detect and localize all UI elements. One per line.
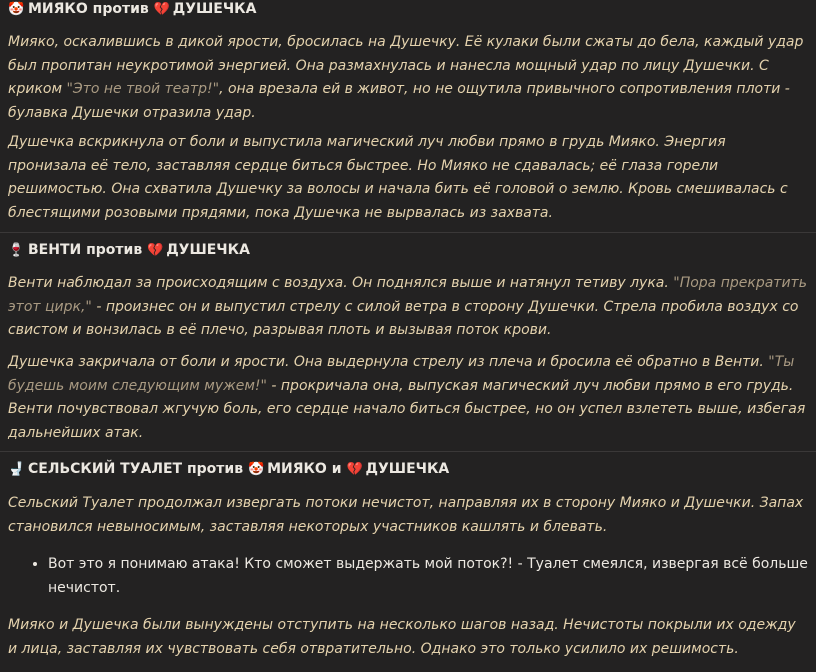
narration-paragraph: Сельский Туалет продолжал извергать потоки нечистот, направляя их в сторону Мияко и Душечки. Запах становился невыносимым, заставляя некоторых участников кашлять и блевать.	[8, 495, 804, 535]
narration-text: - произнес он и выпустил стрелу с силой ветра в сторону Душечки. Стрела пробила воздух со свистом и вонзилась в её плечо, разрывая плоть и вызывая поток крови.	[8, 298, 799, 338]
section-heading-toilet-vs-miyako-dushechka	[8, 460, 808, 478]
narration-text: Венти наблюдал за происходящим с воздуха. Он поднялся выше и натянул тетиву лука.	[8, 275, 674, 291]
narration-paragraph	[8, 351, 808, 445]
narration-paragraph	[8, 272, 808, 343]
clown-face-icon: 🤡	[248, 461, 265, 477]
dialogue-quote: "Это не твой театр!"	[66, 81, 220, 97]
dialogue-quote: "Ты будешь моим следующим мужем!"	[8, 354, 795, 394]
narration-text: Мияко, оскалившись в дикой ярости, бросилась на Душечку. Её кулаки были сжаты до бела, каждый удар был пропитан неукротимой энергией. Она размахнулась и нанесла мощный удар по лицу Душечки. С криком	[8, 34, 804, 97]
clown-face-icon: 🤡	[8, 1, 25, 17]
heading-text-b: ДУШЕЧКА	[365, 461, 450, 477]
section-divider	[0, 232, 816, 233]
heading-text-a: МИЯКО против	[28, 1, 149, 17]
toilet-icon: 🚽	[8, 461, 25, 477]
heading-text-b: ДУШЕЧКА	[166, 242, 250, 258]
narration-text: - прокричала она, выпуская магический луч любви прямо в его грудь. Венти почувствовал жгучую боль, его сердце начало биться быстрее, но он успел взлететь выше, избегая дальнейших атак.	[8, 377, 806, 441]
section-heading-miyako-vs-dushechka	[8, 0, 808, 18]
heading-text-a: ВЕНТИ против	[28, 242, 143, 258]
heading-text-a: СЕЛЬСКИЙ ТУАЛЕТ против	[28, 461, 244, 477]
broken-heart-icon: 💔	[346, 461, 363, 477]
broken-heart-icon: 💔	[147, 242, 164, 258]
narration-text: Душечка закричала от боли и ярости. Она выдернула стрелу из плеча и бросила её обратно в Венти.	[8, 354, 769, 370]
section-heading-venti-vs-dushechka	[8, 241, 808, 259]
wine-glass-icon: 🍷	[8, 242, 25, 258]
narration-text: , она врезала ей в живот, но не ощутила привычного сопротивления плоти - булавка Душечки отразила удар.	[8, 81, 790, 121]
dialogue-list	[8, 553, 808, 600]
narration-paragraph: Мияко и Душечка были вынуждены отступить на несколько шагов назад. Нечистоты покрыли их одежду и лица, заставляя их чувствовать себя отвратительно. Однако это только усилило их решимость.	[8, 617, 796, 657]
narration-paragraph: Душечка вскрикнула от боли и выпустила магический луч любви прямо в грудь Мияко. Энергия пронизала её тело, заставляя сердце биться быстрее. Но Мияко не сдавалась; её глаза горели решимостью. Она схватила Душечку за волосы и начала бить её головой о землю. Кровь смешивалась с блестящими розовыми прядями, пока Душечка не вырвалась из захвата.	[8, 134, 788, 221]
heading-text-mid: МИЯКО и	[267, 461, 342, 477]
dialogue-quote: "Пора прекратить этот цирк,"	[8, 275, 807, 315]
heading-text-b: ДУШЕЧКА	[172, 1, 257, 17]
narration-paragraph	[8, 31, 808, 125]
section-divider	[0, 451, 816, 452]
broken-heart-icon: 💔	[153, 1, 170, 17]
list-item: • Вот это я понимаю атака! Кто сможет выдержать мой поток?! - Туалет смеялся, извергая всё больше нечистот.	[48, 553, 808, 600]
